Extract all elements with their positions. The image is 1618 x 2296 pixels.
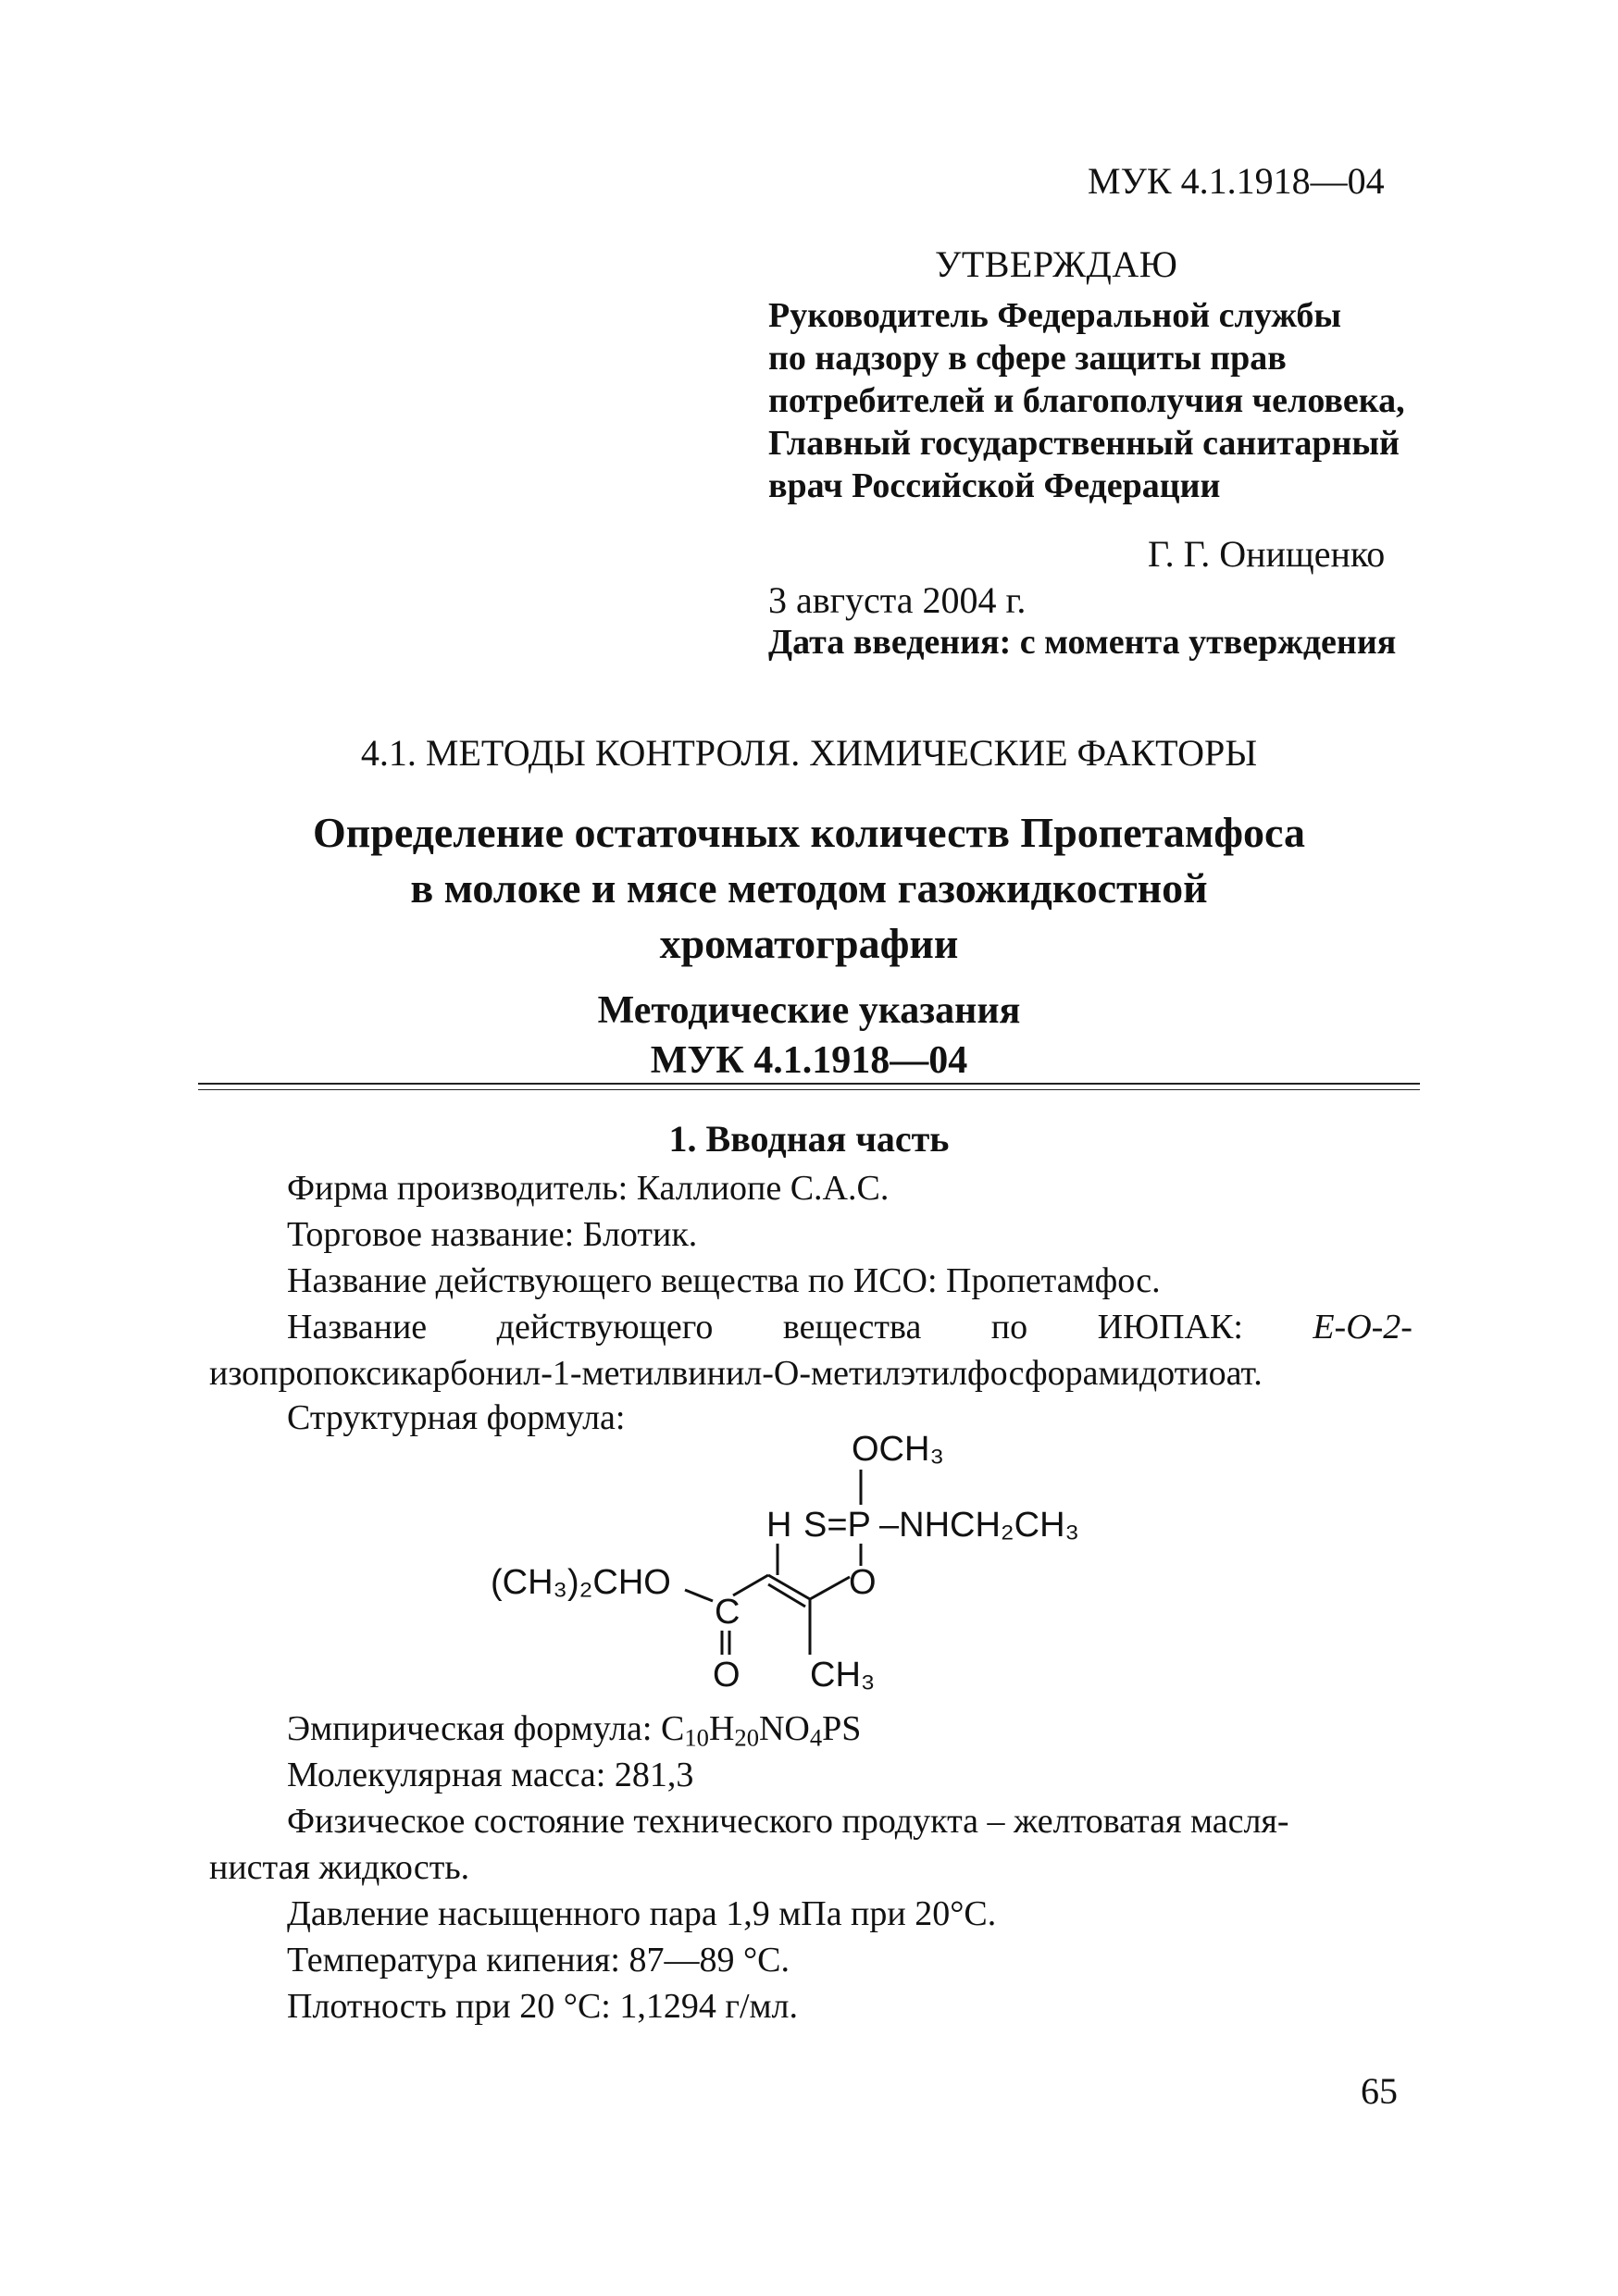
ring-oxygen-label: O	[849, 1563, 877, 1602]
molar-mass-line: Молекулярная масса: 281,3	[287, 1756, 694, 1794]
density-line: Плотность при 20 °С: 1,1294 г/мл.	[287, 1987, 799, 2026]
hydrogen-label: H	[766, 1506, 792, 1545]
empirical-formula-line	[287, 1708, 862, 1752]
approver-line: врач Российской Федерации	[768, 466, 1221, 505]
iupac-name-continuation: изопропоксикарбонил-1-метилвинил-O-метилэтилфосфорамидотиоат.	[209, 1354, 1263, 1393]
approver-position	[768, 294, 1435, 507]
methyl-label: CH₃	[810, 1656, 876, 1694]
iupac-name-start: E-O-2-	[1313, 1308, 1413, 1347]
carbonyl-oxygen-label: O	[713, 1656, 741, 1694]
iupac-word: ИЮПАК:	[1097, 1308, 1243, 1347]
approver-line: Главный государственный санитарный	[768, 424, 1400, 463]
document-title	[0, 805, 1618, 972]
iupac-word: действующего	[496, 1308, 714, 1347]
title-line: Определение остаточных количеств Пропетамфоса	[312, 809, 1305, 856]
physical-state-line: Физическое состояние технического продукта – желтоватая масля-	[287, 1802, 1289, 1841]
approver-line: потребителей и благополучия человека,	[768, 381, 1405, 420]
subtitle-line: МУК 4.1.1918—04	[650, 1039, 968, 1082]
approval-stamp-heading: УТВЕРЖДАЮ	[935, 243, 1178, 285]
methoxy-label: OCH₃	[852, 1430, 944, 1469]
page-number: 65	[1361, 2070, 1398, 2112]
document-code-header: МУК 4.1.1918—04	[1088, 160, 1385, 202]
iupac-word: Название	[287, 1308, 428, 1347]
title-line: в молоке и мясе методом газожидкостной	[410, 864, 1208, 912]
iupac-line	[287, 1307, 1413, 1347]
iupac-word: вещества	[782, 1308, 922, 1347]
boiling-point-line: Температура кипения: 87—89 °С.	[287, 1941, 790, 1980]
iso-name-line: Название действующего вещества по ИСО: Пропетамфос.	[287, 1261, 1161, 1300]
thiophosphoryl-label: S=P	[803, 1506, 871, 1545]
empirical-formula: $C_{10}H_{20}NO_4PS$	[660, 1709, 862, 1752]
signer-name: Г. Г. Онищенко	[1148, 533, 1386, 575]
isopropyl-ester-label: (CH₃)₂CHO	[491, 1563, 671, 1602]
manufacturer-line: Фирма производитель: Каллиопе С.А.С.	[287, 1169, 890, 1208]
structural-formula-diagram	[491, 1425, 1157, 1703]
approval-date: 3 августа 2004 г.	[768, 579, 1027, 621]
subtitle-line: Методические указания	[597, 989, 1021, 1032]
document-subtitle	[0, 986, 1618, 1086]
title-line: хроматографии	[659, 920, 959, 967]
intro-heading: 1. Вводная часть	[668, 1118, 950, 1160]
divider-rule	[198, 1089, 1420, 1090]
empirical-formula-label: Эмпирическая формула:	[287, 1709, 661, 1748]
divider-rule	[198, 1083, 1420, 1085]
structural-formula-label: Структурная формула:	[287, 1398, 626, 1437]
section-heading: 4.1. МЕТОДЫ КОНТРОЛЯ. ХИМИЧЕСКИЕ ФАКТОРЫ	[360, 732, 1258, 774]
iupac-word: по	[990, 1308, 1028, 1347]
approver-line: по надзору в сфере защиты прав	[768, 339, 1287, 378]
introduction-date: Дата введения: с момента утверждения	[768, 623, 1397, 662]
physical-state-continuation: нистая жидкость.	[209, 1848, 470, 1887]
vapor-pressure-line: Давление насыщенного пара 1,9 мПа при 20°С.	[287, 1894, 997, 1933]
ethylamino-label: –NHCH₂CH₃	[879, 1506, 1080, 1545]
approver-line: Руководитель Федеральной службы	[768, 296, 1342, 335]
carbonyl-carbon-label: C	[715, 1593, 741, 1632]
trade-name-line: Торговое название: Блотик.	[287, 1215, 698, 1254]
